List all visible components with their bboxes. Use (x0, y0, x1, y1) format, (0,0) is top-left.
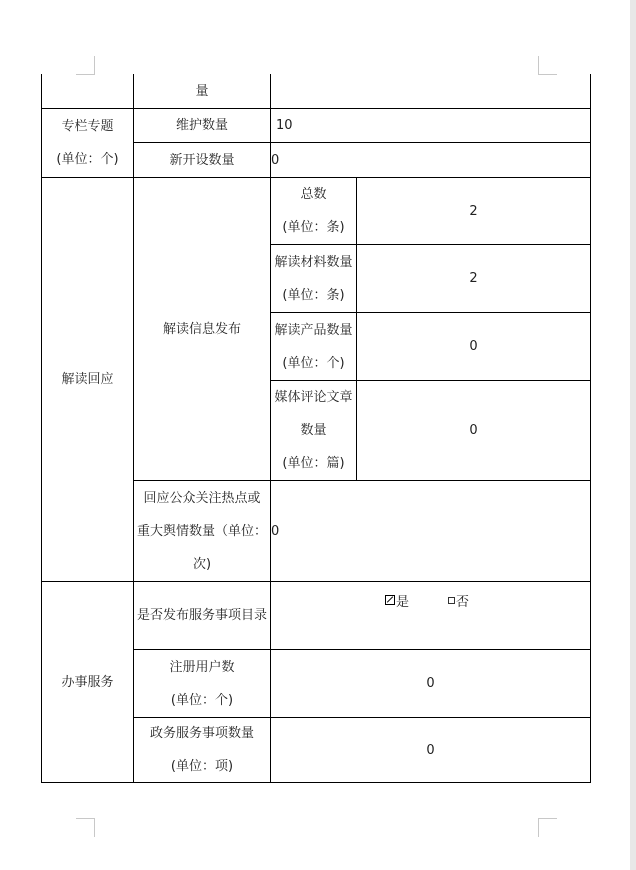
release-total-value: 2 (469, 203, 478, 219)
release-products-label (271, 313, 356, 380)
page-edge-scrollbar[interactable] (630, 0, 636, 870)
yes-label: 是 (396, 594, 410, 610)
no-label: 否 (456, 594, 470, 610)
item-title: 媒体评论文章 (274, 390, 353, 405)
service-items-value: 0 (426, 742, 435, 758)
category-unit: (单位：个) (56, 152, 119, 167)
item-unit: (单位：个) (282, 355, 345, 371)
crop-mark-bottom-left (76, 818, 95, 837)
release-total-label (271, 178, 356, 244)
item-title: 注册用户数 (169, 659, 235, 675)
item-title: 总数 (300, 187, 327, 202)
media-articles-value: 0 (469, 423, 478, 438)
maintained-count-label: 维护数量 (175, 118, 228, 133)
unchecked-box-icon[interactable] (448, 597, 455, 604)
release-products-value: 0 (469, 339, 478, 354)
registered-users-label (134, 650, 270, 717)
media-articles-label (271, 381, 356, 480)
services-category: 办事服务 (61, 674, 114, 690)
item-title: 解读材料数量 (274, 254, 353, 270)
crop-mark-top-left (76, 56, 95, 75)
no-option[interactable] (448, 591, 469, 610)
service-catalog-label: 是否发布服务事项目录 (136, 608, 267, 623)
label-line: 回应公众关注热点或 (143, 490, 261, 506)
item-title-cont: 数量 (300, 423, 327, 438)
top-row-label-fragment: 量 (195, 83, 209, 99)
top-row-value (276, 74, 588, 108)
checked-box-icon[interactable] (385, 595, 395, 605)
table-border-bottom (41, 782, 591, 783)
service-items-label (134, 718, 270, 782)
item-unit: (单位：条) (282, 220, 345, 235)
crop-mark-bottom-right (538, 818, 557, 837)
special-topics-category (42, 109, 133, 177)
label-line: 次) (192, 556, 212, 572)
crop-mark-top-right (538, 56, 557, 75)
item-title: 解读产品数量 (274, 322, 353, 338)
service-catalog-options (385, 590, 585, 610)
newly-opened-label: 新开设数量 (169, 152, 235, 168)
maintained-count-value: 10 (276, 118, 293, 133)
item-title: 政务服务事项数量 (149, 726, 254, 741)
release-materials-value: 2 (469, 271, 478, 286)
interpretation-category: 解读回应 (61, 372, 114, 387)
registered-users-value: 0 (426, 676, 435, 691)
hotspot-response-label (134, 481, 270, 581)
interpretation-release-label: 解读信息发布 (162, 321, 241, 337)
release-materials-label (271, 245, 356, 312)
item-unit: (单位：篇) (282, 456, 345, 471)
hotspot-response-value: 0 (271, 523, 280, 539)
newly-opened-value: 0 (271, 152, 280, 168)
category-line: 专栏专题 (61, 119, 114, 134)
yes-option[interactable] (385, 591, 409, 610)
label-line: 重大舆情数量（单位： (136, 523, 267, 539)
item-unit: (单位：条) (282, 287, 345, 303)
item-unit: (单位：项) (170, 759, 234, 774)
table-border-right (590, 74, 591, 783)
item-unit: (单位：个) (170, 692, 234, 708)
